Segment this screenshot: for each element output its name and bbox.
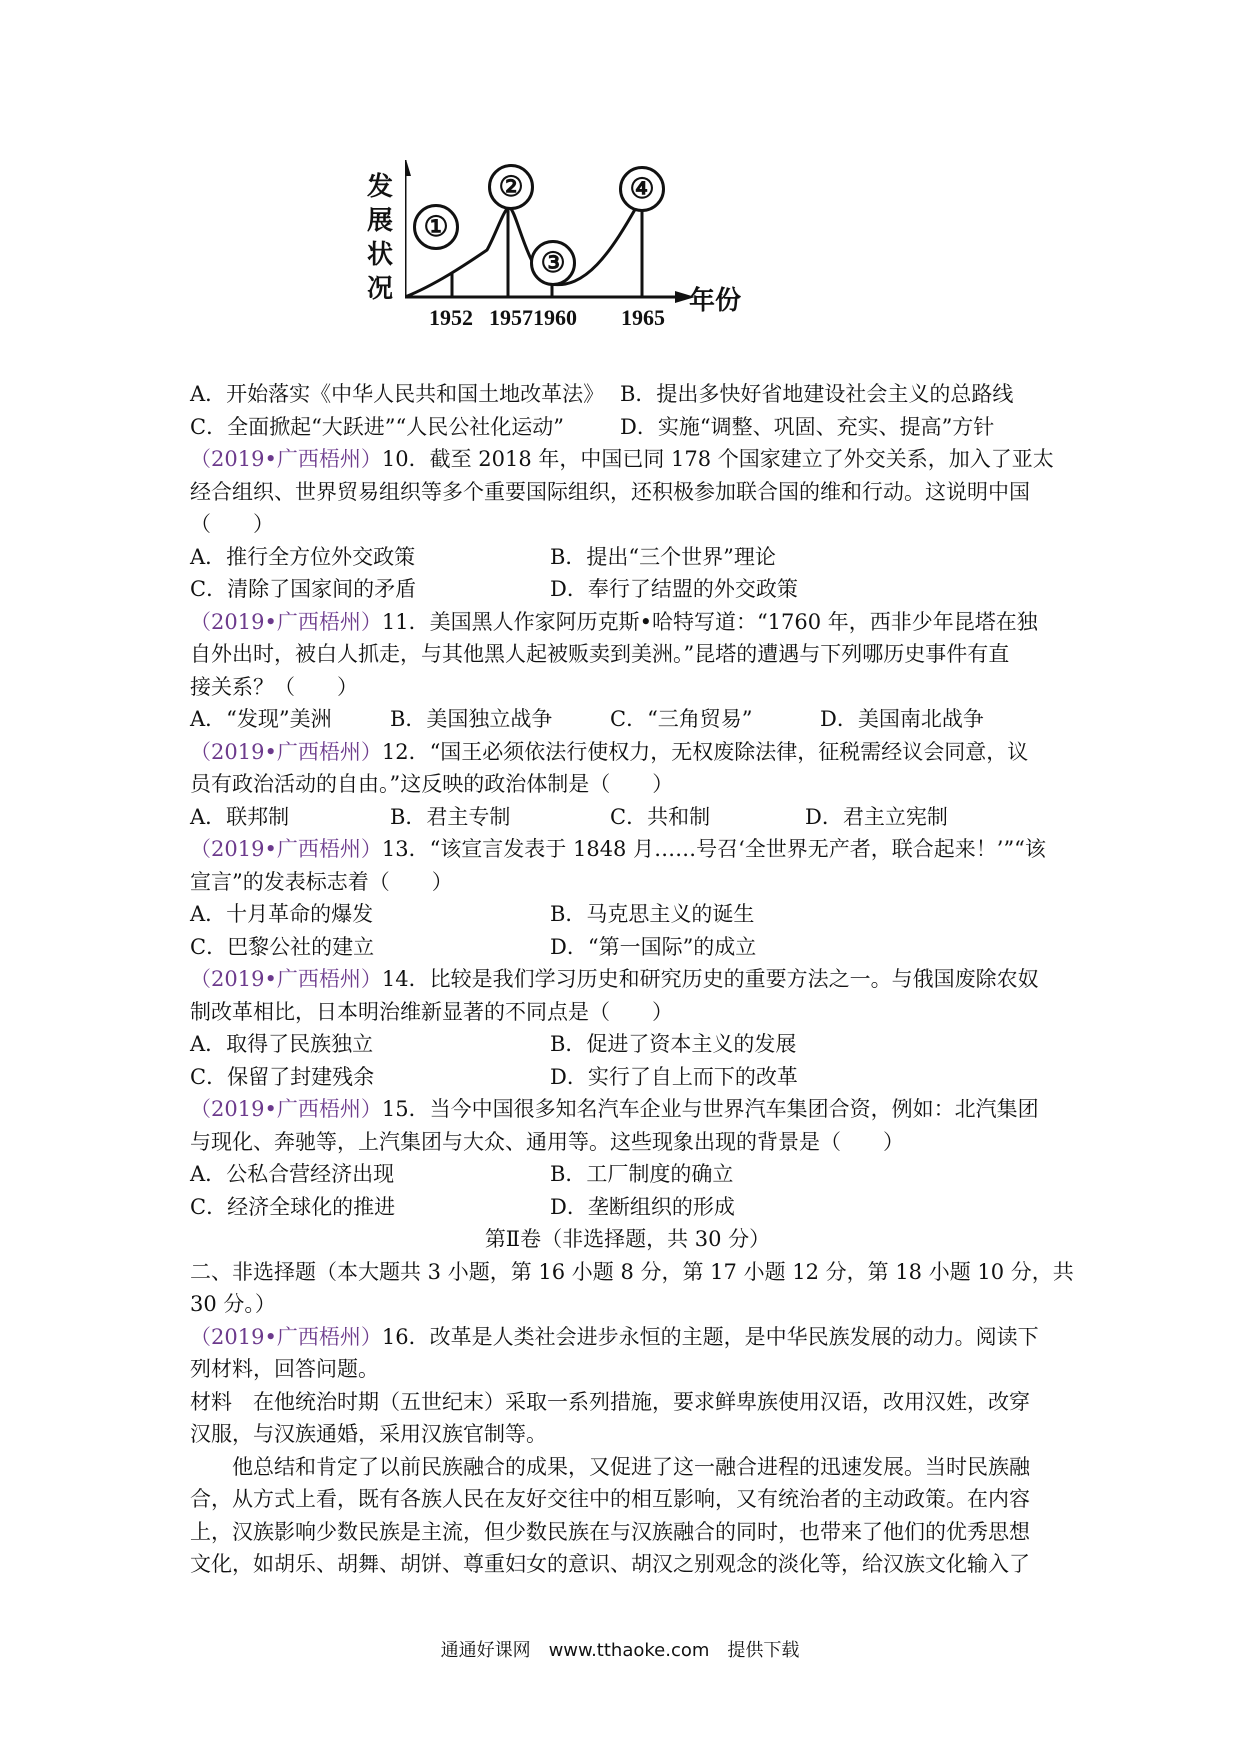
q12-text-1: 12．“国王必须依法行使权力，无权废除法律，征税需经议会同意，议 (381, 739, 1029, 764)
q10-stem-line-2: 经合组织、世界贸易组织等多个重要国际组织，还积极参加联合国的维和行动。这说明中国 (190, 479, 1030, 504)
q14-source: （2019•广西梧州） (190, 967, 382, 991)
q15-option-a[interactable]: A．公私合营经济出现 (190, 1162, 395, 1186)
q11-stem-line-1 (190, 606, 1065, 639)
y-label-char-1: 发 (366, 172, 393, 202)
q13-option-c[interactable]: C．巴黎公社的建立 (190, 934, 375, 959)
q15-stem-line-2: 与现化、奔驰等，上汽集团与大众、通用等。这些现象出现的背景是（ ） (190, 1129, 904, 1154)
q13-text-1: 13．“该宣言发表于 1848 月……号召‘全世界无产者，联合起来！’”“该 (381, 837, 1046, 861)
q16-material-line-2: 汉服，与汉族通婚，采用汉族官制等。 (190, 1422, 547, 1446)
q14-option-c[interactable]: C．保留了封建残余 (190, 1064, 375, 1089)
q16-text-1: 16．改革是人类社会进步永恒的主题，是中华民族发展的动力。阅读下 (381, 1324, 1039, 1349)
q12-stem-line-2: 员有政治活动的自由。”这反映的政治体制是（ ） (190, 772, 674, 796)
q16-material-line-1: 材料 在他统治时期（五世纪末）采取一系列措施，要求鲜卑族使用汉语，改用汉姓，改穿 (190, 1389, 1030, 1414)
q9-option-c[interactable]: C．全面掀起“大跃进”“人民公社化运动” (190, 414, 565, 439)
q13-option-d[interactable]: D．“第一国际”的成立 (550, 934, 757, 959)
q14-options-row-1 (190, 1028, 1065, 1061)
marker-3-label: ③ (540, 247, 566, 278)
development-curve-figure (366, 160, 855, 380)
q15-option-d[interactable]: D．垄断组织的形成 (550, 1194, 735, 1219)
q16-para-line-3: 上，汉族影响少数民族是主流，但少数民族在与汉族融合的同时，也带来了他们的优秀思想 (190, 1519, 1030, 1544)
q9-options-row-2 (190, 411, 1065, 444)
q10-options-row-1 (190, 541, 1065, 574)
y-axis-arrow (405, 160, 411, 176)
q10-options-row-2 (190, 573, 1065, 606)
q16-stem-line-1 (190, 1321, 1065, 1354)
y-axis-label (365, 170, 395, 306)
q11-option-d[interactable]: D．美国南北战争 (820, 707, 984, 731)
q12-options-row (190, 801, 1065, 834)
x-axis-label: 年份 (689, 286, 742, 316)
q15-options-row-1 (190, 1158, 1065, 1191)
y-label-char-4: 况 (366, 274, 393, 304)
q14-option-a[interactable]: A．取得了民族独立 (190, 1032, 374, 1056)
section-2-heading-line-1: 二、非选择题（本大题共 3 小题，第 16 小题 8 分，第 17 小题 12 分，第 18 小题 10 分，共 (190, 1259, 1074, 1284)
tick-1960: 1960 (533, 305, 577, 330)
section-2-title: 第Ⅱ卷（非选择题，共 30 分） (484, 1227, 771, 1251)
tick-1952: 1952 (429, 305, 473, 330)
q11-option-a[interactable]: A．“发现”美洲 (190, 707, 332, 731)
q13-stem-line-2: 宣言”的发表标志着（ ） (190, 869, 453, 894)
q14-text-1: 14．比较是我们学习历史和研究历史的重要方法之一。与俄国废除农奴 (381, 967, 1039, 991)
q15-stem-line-1 (190, 1093, 1065, 1126)
q12-option-a[interactable]: A．联邦制 (190, 804, 290, 829)
q14-stem-line-1 (190, 963, 1065, 996)
marker-1 (413, 204, 459, 250)
question-content (190, 378, 1074, 1581)
q11-stem-line-2: 自外出时，被白人抓走，与其他黑人起被贩卖到美洲。”昆塔的遭遇与下列哪历史事件有直 (190, 642, 1010, 666)
q10-stem-line-1 (190, 443, 1065, 476)
q16-stem-line-2: 列材料，回答问题。 (190, 1357, 379, 1381)
marker-4 (619, 166, 665, 212)
marker-2 (488, 164, 534, 210)
q15-option-b[interactable]: B．工厂制度的确立 (550, 1162, 734, 1186)
q14-stem-line-2: 制改革相比，日本明治维新显著的不同点是（ ） (190, 999, 673, 1024)
q12-option-b[interactable]: B．君主专制 (390, 804, 511, 829)
q14-option-d[interactable]: D．实行了自上而下的改革 (550, 1064, 798, 1089)
marker-3 (530, 240, 576, 286)
q10-option-b[interactable]: B．提出“三个世界”理论 (550, 544, 776, 569)
q16-para-line-4: 文化，如胡乐、胡舞、胡饼、尊重妇女的意识、胡汉之别观念的淡化等，给汉族文化输入了 (190, 1552, 1030, 1576)
q10-option-d[interactable]: D．奉行了结盟的外交政策 (550, 577, 798, 601)
q13-stem-line-1 (190, 833, 1065, 866)
tick-1957: 1957 (489, 305, 533, 330)
q10-text-1: 10．截至 2018 年，中国已同 178 个国家建立了外交关系，加入了亚太 (381, 447, 1054, 471)
q10-source: （2019•广西梧州） (190, 447, 382, 471)
q14-option-b[interactable]: B．促进了资本主义的发展 (550, 1032, 797, 1056)
q11-option-c[interactable]: C．“三角贸易” (610, 707, 753, 731)
q12-stem-line-1 (190, 736, 1065, 769)
tick-1965: 1965 (621, 305, 665, 330)
q9-options-row-1 (190, 378, 1065, 411)
q13-option-b[interactable]: B．马克思主义的诞生 (550, 902, 755, 926)
q12-option-c[interactable]: C．共和制 (610, 804, 711, 829)
marker-4-label: ④ (629, 173, 655, 204)
q9-option-b[interactable]: B．提出多快好省地建设社会主义的总路线 (620, 382, 1014, 406)
q16-source: （2019•广西梧州） (190, 1324, 382, 1349)
q11-source: （2019•广西梧州） (190, 609, 382, 634)
q16-para-line-1: 他总结和肯定了以前民族融合的成果，又促进了这一融合进程的迅速发展。当时民族融 (232, 1454, 1030, 1479)
section-2-heading-line-2: 30 分。） (190, 1292, 276, 1316)
y-label-char-2: 展 (366, 206, 393, 236)
q9-option-a[interactable]: A．开始落实《中华人民共和国土地改革法》 (190, 382, 605, 406)
q16-para-line-2: 合，从方式上看，既有各族人民在友好交往中的相互影响，又有统治者的主动政策。在内容 (190, 1487, 1030, 1511)
q12-option-d[interactable]: D．君主立宪制 (805, 804, 948, 829)
q15-text-1: 15．当今中国很多知名汽车企业与世界汽车集团合资，例如：北汽集团 (381, 1097, 1039, 1121)
q15-options-row-2 (190, 1191, 1065, 1224)
q11-options-row (190, 703, 1065, 736)
marker-1-label: ① (423, 211, 449, 242)
q13-source: （2019•广西梧州） (190, 837, 382, 861)
page-footer: 通通好课网 www.tthaoke.com 提供下载 (440, 1640, 800, 1661)
marker-2-label: ② (498, 171, 524, 202)
q10-option-c[interactable]: C．清除了国家间的矛盾 (190, 577, 417, 601)
q13-options-row-2 (190, 931, 1065, 964)
q11-option-b[interactable]: B．美国独立战争 (390, 707, 553, 731)
q13-options-row-1 (190, 898, 1065, 931)
q9-option-d[interactable]: D．实施“调整、巩固、充实、提高”方针 (620, 414, 995, 439)
q11-text-1: 11．美国黑人作家阿历克斯•哈特写道：“1760 年，西非少年昆塔在独 (381, 609, 1038, 634)
q14-options-row-2 (190, 1061, 1065, 1094)
q10-stem-line-3: （ ） (190, 512, 274, 536)
q12-source: （2019•广西梧州） (190, 739, 382, 764)
y-label-char-3: 状 (366, 240, 393, 270)
q10-option-a[interactable]: A．推行全方位外交政策 (190, 544, 416, 569)
q15-source: （2019•广西梧州） (190, 1097, 382, 1121)
q15-option-c[interactable]: C．经济全球化的推进 (190, 1194, 396, 1219)
q11-stem-line-3: 接关系？（ ） (190, 674, 358, 699)
q13-option-a[interactable]: A．十月革命的爆发 (190, 902, 374, 926)
